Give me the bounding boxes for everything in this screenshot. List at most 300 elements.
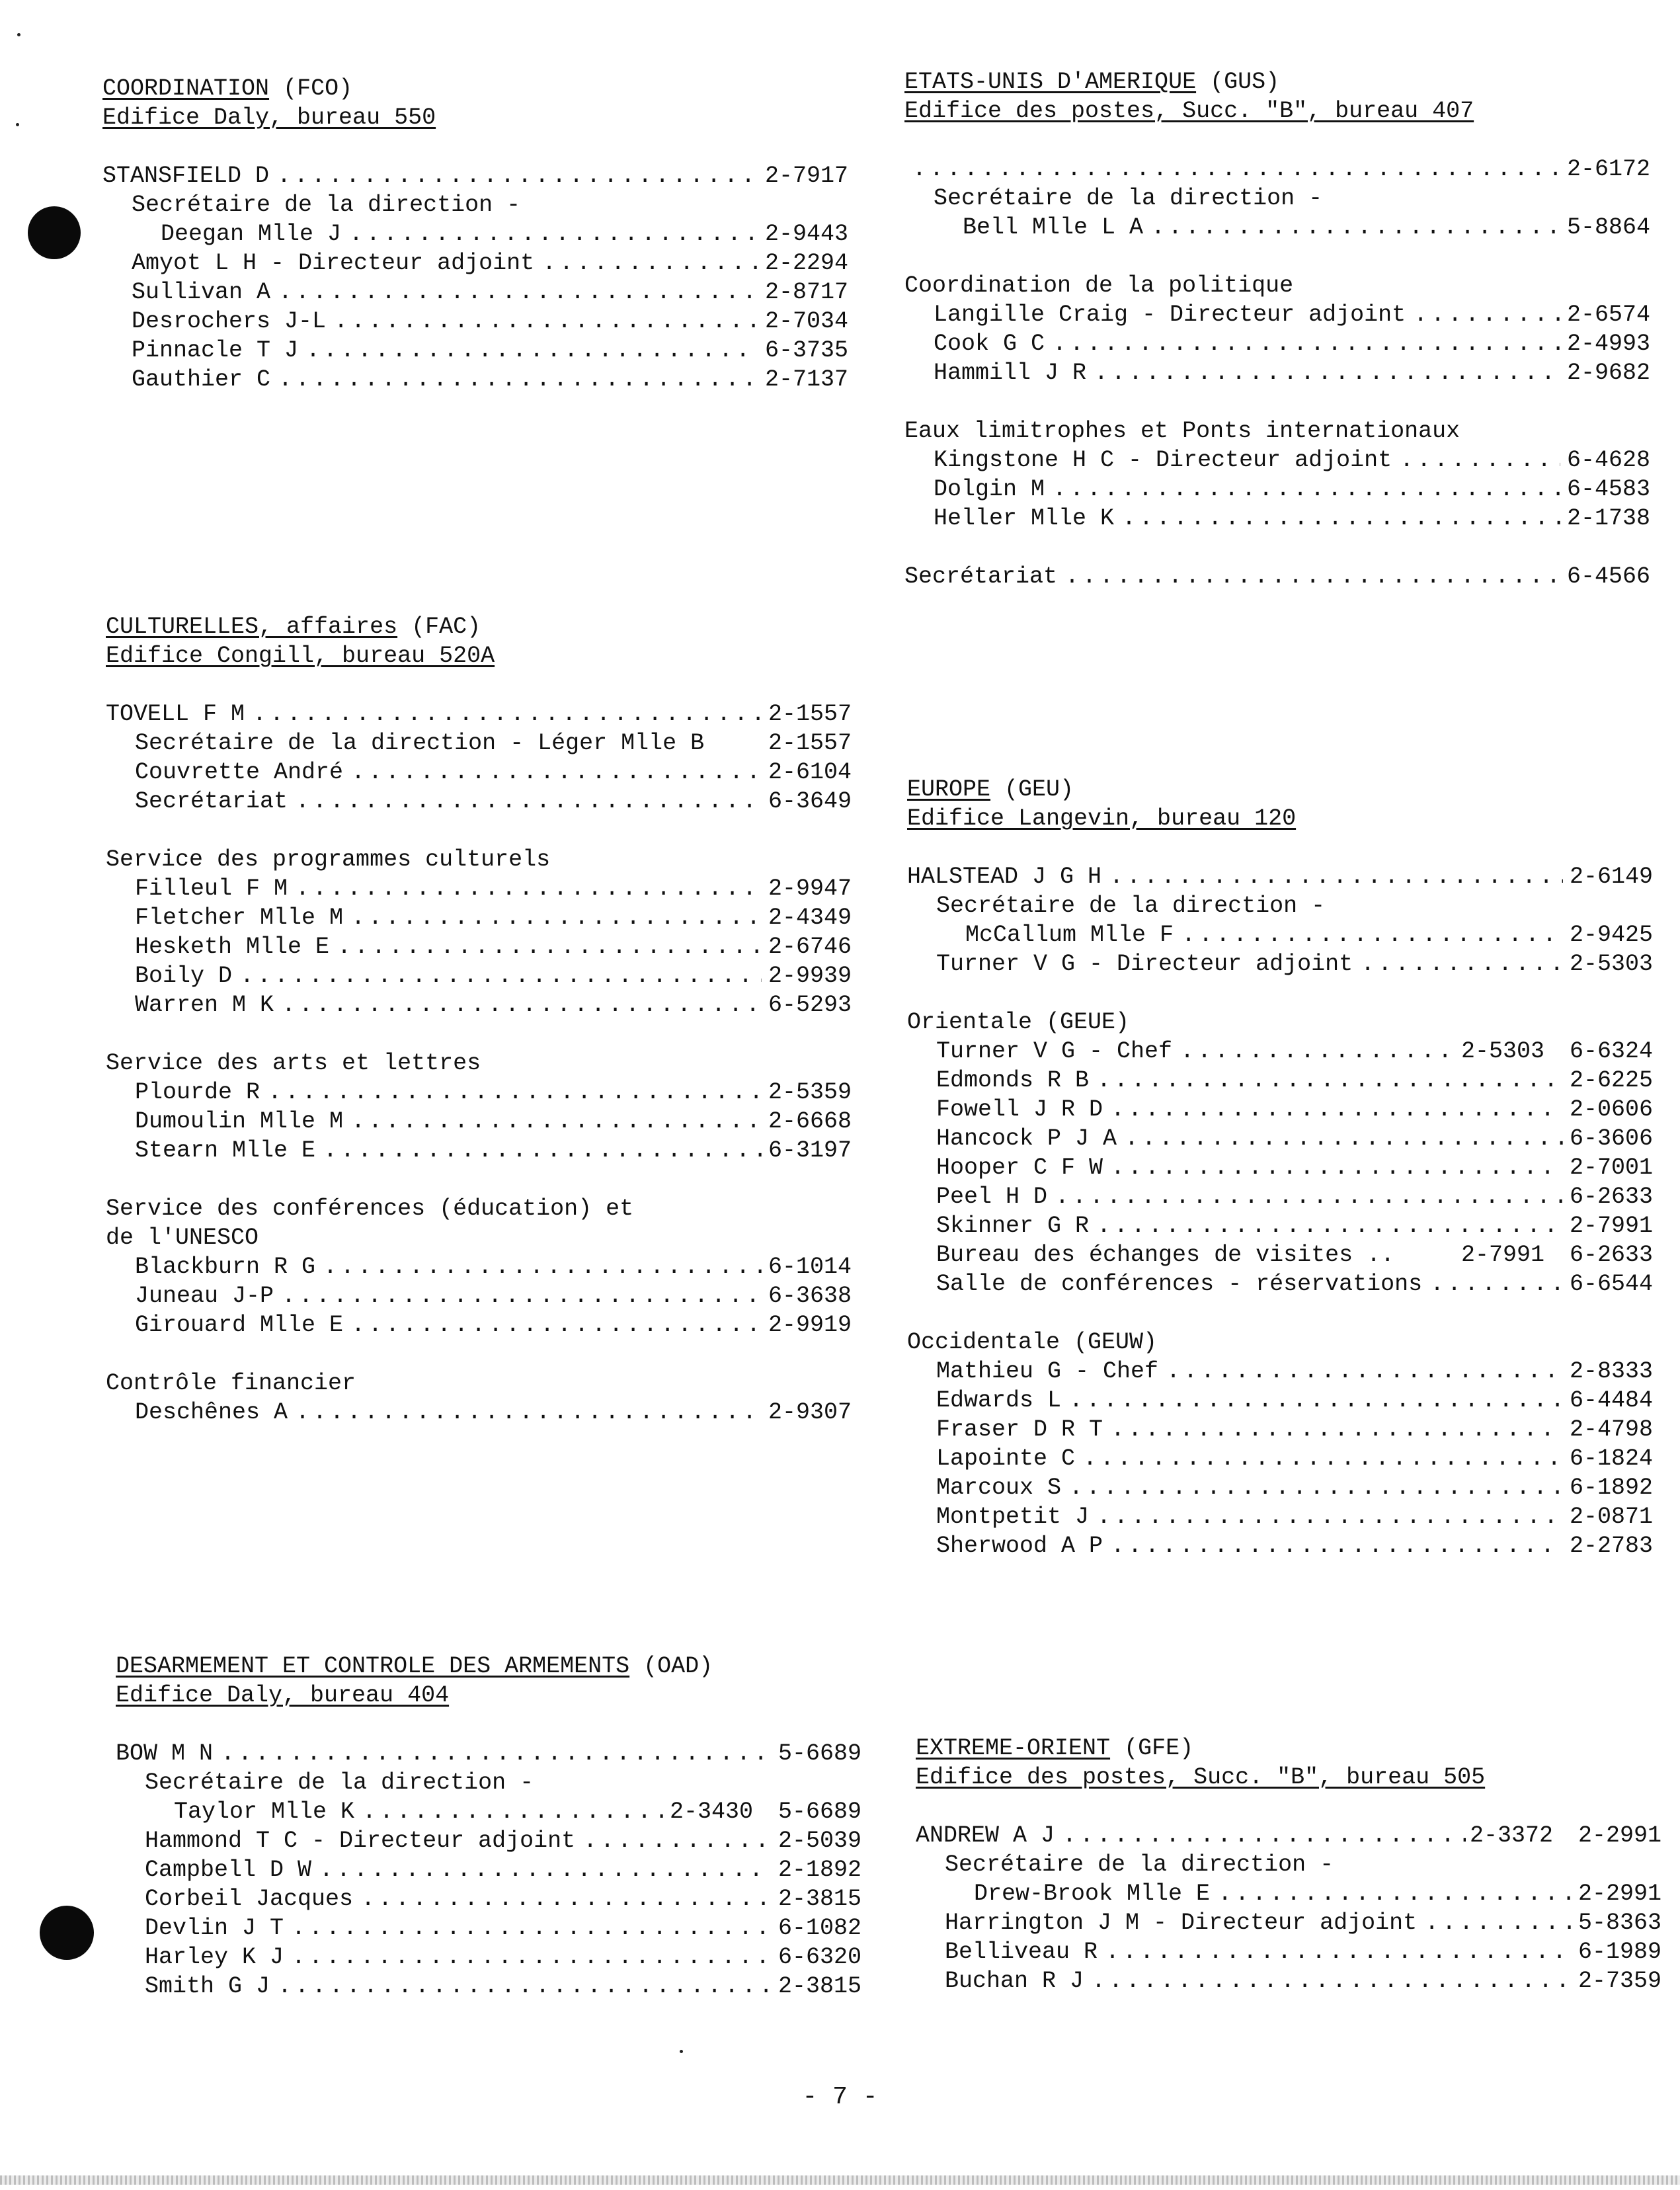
directory-entry [907,950,1653,979]
entry-extension: 2-7991 [1569,1213,1653,1239]
dot-leader [1055,1182,1563,1211]
entry-extension: 6-3735 [764,337,848,364]
dot-leader [583,1826,772,1855]
dot-leader [1218,1879,1572,1908]
dot-leader [1097,1066,1563,1095]
directory-entry [904,504,1650,533]
entry-extension: 6-3197 [768,1137,852,1164]
dot-leader [1430,1270,1563,1299]
entry-extension: 6-1989 [1578,1939,1661,1965]
entry-label: Langille Craig - Directeur adjoint [934,302,1406,328]
dot-leader [351,903,762,932]
section-title-name: EXTREME-ORIENT [916,1735,1111,1762]
directory-entry [102,336,848,365]
spacer [116,1710,861,1739]
directory-entry [907,1037,1653,1066]
entry-label: Dolgin M [934,476,1045,503]
directory-entry [116,1885,861,1914]
dot-leader [268,1078,762,1107]
entry-label: Amyot L H - Directeur adjoint [132,250,535,276]
entry-label: Campbell D W [145,1857,312,1883]
directory-entry [102,161,848,190]
entry-label: Hammond T C - Directeur adjoint [145,1828,576,1854]
dot-leader [351,758,762,787]
section-title [916,1734,1661,1763]
section-address [102,103,848,132]
spacer [102,132,848,161]
entry-extension: 6-5293 [768,992,852,1018]
directory-entry [106,1194,852,1223]
directory-entry [106,700,852,729]
entry-label: Edwards L [936,1387,1062,1414]
directory-entry [907,1270,1653,1299]
entry-label: Turner V G - Chef [936,1038,1173,1065]
entry-extension-secondary: 2-3372 [1469,1822,1553,1849]
spacer [907,833,1653,862]
section-title-name: EUROPE [907,776,991,803]
entry-label: Juneau J-P [135,1283,274,1309]
section-extreme-orient [916,1734,1661,1996]
entry-label: Contrôle financier [106,1370,356,1397]
directory-entry [116,1797,861,1826]
directory-entry [102,365,848,394]
dot-leader [1111,1095,1563,1124]
directory-entry [916,1821,1661,1850]
entry-label: Mathieu G - Chef [936,1358,1159,1385]
entry-label: Fraser D R T [936,1416,1103,1443]
entry-extension: 2-3815 [778,1886,861,1912]
dot-leader [542,249,758,278]
directory-entry [106,1049,852,1078]
dot-leader [1069,1386,1563,1415]
section-address-text: Edifice des postes, Succ. "B", bureau 407 [904,98,1474,124]
entry-label: Occidentale (GEUW) [907,1329,1158,1356]
entry-label: Hancock P J A [936,1125,1117,1152]
spacer [106,670,852,700]
directory-entry [907,891,1653,920]
entry-extension: 6-1082 [778,1915,861,1941]
section-code: (FAC) [411,614,481,640]
dot-leader [334,307,758,336]
entry-label: Stearn Mlle E [135,1137,316,1164]
directory-entry [904,417,1650,446]
entry-label: Pinnacle T J [132,337,299,364]
directory-entry [106,758,852,787]
section-title-name: DESARMEMENT ET CONTROLE DES ARMEMENTS [116,1653,630,1680]
dot-leader [323,1136,762,1165]
dot-leader [277,161,758,190]
entry-extension: 2-8333 [1569,1358,1653,1385]
directory-entry [907,1240,1653,1270]
entry-extension: 2-9682 [1566,360,1650,386]
entry-label: Service des arts et lettres [106,1050,481,1076]
entry-label: BOW M N [116,1740,214,1767]
directory-entry [907,1095,1653,1124]
spacer [904,387,1650,417]
entry-label: Marcoux S [936,1475,1062,1501]
dot-leader [278,1972,772,2001]
dot-leader [1105,1937,1572,1967]
entry-label: Deschênes A [135,1399,288,1426]
directory-entry [904,155,1650,184]
section-address [116,1681,861,1710]
entry-label: Sherwood A P [936,1533,1103,1559]
section-address [106,641,852,670]
dot-leader [1400,446,1560,475]
entry-label: Edmonds R B [936,1067,1090,1094]
entry-extension: 2-2294 [764,250,848,276]
scan-speck [680,2050,683,2053]
directory-entry [907,1473,1653,1502]
entry-extension: 2-1738 [1566,505,1650,532]
directory-entry [116,1943,861,1972]
directory-entry [106,903,852,932]
section-europe [907,775,1653,1561]
dot-leader [253,700,762,729]
entry-extension: 6-2633 [1569,1242,1653,1268]
entry-extension: 2-3815 [778,1973,861,2000]
punch-hole-bottom [40,1906,94,1960]
spacer [106,1020,852,1049]
directory-entry [916,1967,1661,1996]
entry-label: Couvrette André [135,759,344,786]
directory-entry [116,1972,861,2001]
entry-label: ANDREW A J [916,1822,1055,1849]
entry-extension: 2-7359 [1578,1968,1661,1994]
entry-label: Secrétaire de la direction - [132,192,521,218]
dot-leader [323,1252,762,1281]
section-title [116,1652,861,1681]
entry-label: de l'UNESCO [106,1225,259,1251]
entry-extension: 6-1014 [768,1254,852,1280]
section-culturelles [106,612,852,1427]
entry-label: Kingstone H C - Directeur adjoint [934,447,1392,473]
dot-leader [1062,1821,1466,1850]
entry-label: Buchan R J [945,1968,1084,1994]
scan-border [0,2175,1680,2185]
directory-entry [106,1398,852,1427]
dot-leader [1122,504,1560,533]
entry-extension: 2-7917 [764,163,848,189]
entry-label: Fowell J R D [936,1096,1103,1123]
section-title-name: COORDINATION [102,75,270,102]
page-number: - 7 - [802,2083,878,2111]
directory-entry [907,1502,1653,1531]
entry-label: Service des programmes culturels [106,846,551,873]
directory-entry [102,307,848,336]
directory-entry [106,961,852,991]
entry-extension: 2-4349 [768,905,852,931]
entry-label: Coordination de la politique [904,272,1294,299]
entry-label: Boily D [135,963,233,989]
entry-extension: 6-1824 [1569,1445,1653,1472]
entry-label: Skinner G R [936,1213,1090,1239]
entry-extension: 6-4566 [1566,563,1650,590]
directory-entry [106,1078,852,1107]
directory-entry [904,358,1650,387]
entry-label: Hesketh Mlle E [135,934,330,960]
entry-extension: 2-2783 [1569,1533,1653,1559]
directory-entry [116,1914,861,1943]
entry-extension-secondary: 2-3430 [669,1799,753,1825]
dot-leader [1166,1357,1563,1386]
dot-leader [1097,1502,1563,1531]
dot-leader [1111,1153,1563,1182]
entry-extension-secondary: 2-7991 [1460,1242,1544,1268]
entry-label: Bureau des échanges de visites .. [936,1242,1395,1268]
directory-entry [106,845,852,874]
entry-extension: 2-6574 [1566,302,1650,328]
directory-entry [907,1415,1653,1444]
entry-extension: 2-6104 [768,759,852,786]
dot-leader [1125,1124,1563,1153]
entry-extension: 5-6689 [778,1740,861,1767]
entry-label: STANSFIELD D [102,163,270,189]
entry-label: Secrétariat [135,788,288,815]
spacer [106,1165,852,1194]
dot-leader [1414,300,1560,329]
entry-label: Fletcher Mlle M [135,905,344,931]
scan-speck [17,33,20,36]
entry-extension: 2-5303 [1569,951,1653,977]
directory-entry [116,1768,861,1797]
section-coordination [102,74,848,394]
spacer [907,979,1653,1008]
entry-extension: 2-9939 [768,963,852,989]
directory-entry [116,1855,861,1885]
entry-extension: 5-6689 [778,1799,861,1825]
entry-label: Hammill J R [934,360,1087,386]
dot-leader [278,278,758,307]
section-address [907,804,1653,833]
entry-extension: 2-9947 [768,875,852,902]
section-desarmement [116,1652,861,2001]
directory-entry [106,729,852,758]
dot-leader [296,874,762,903]
entry-label: Secrétaire de la direction - [936,893,1326,919]
dot-leader [1097,1211,1563,1240]
dot-leader [292,1914,772,1943]
section-code: (GFE) [1124,1735,1194,1762]
entry-extension: 2-1557 [768,701,852,727]
dot-leader [351,1311,762,1340]
entry-label: Service des conférences (éducation) et [106,1196,634,1222]
entry-extension: 2-4798 [1569,1416,1653,1443]
entry-extension: 6-4583 [1566,476,1650,503]
directory-entry [904,184,1650,213]
dot-leader [1151,213,1560,242]
entry-label: Montpetit J [936,1504,1090,1530]
dot-leader [1053,329,1560,358]
dot-leader [1181,920,1563,950]
entry-label: TOVELL F M [106,701,245,727]
dot-leader [1094,358,1560,387]
entry-extension: 2-4993 [1566,331,1650,357]
section-title-name: CULTURELLES, affaires [106,614,398,640]
dot-leader [1092,1967,1572,1996]
directory-entry [916,1937,1661,1967]
dot-leader [349,220,758,249]
section-code: (OAD) [643,1653,713,1680]
section-address-text: Edifice Daly, bureau 550 [102,104,436,131]
section-title-name: ETATS-UNIS D'AMERIQUE [904,69,1197,95]
dot-leader [292,1943,772,1972]
entry-extension: 2-2991 [1578,1822,1661,1849]
entry-extension: 5-8363 [1578,1910,1661,1936]
directory-entry [904,446,1650,475]
entry-label: Blackburn R G [135,1254,316,1280]
entry-label: Peel H D [936,1184,1048,1210]
entry-extension: 2-9919 [768,1312,852,1338]
entry-label: Lapointe C [936,1445,1076,1472]
scan-speck [16,123,19,126]
entry-extension: 2-5359 [768,1079,852,1106]
directory-entry [907,1531,1653,1561]
entry-extension: 2-7137 [764,366,848,393]
entry-label: Belliveau R [945,1939,1098,1965]
dot-leader [362,1797,666,1826]
dot-leader [1053,475,1560,504]
dot-leader [351,1107,762,1136]
entry-label: Orientale (GEUE) [907,1009,1130,1035]
dot-leader [296,787,762,816]
entry-label: Harley K J [145,1944,284,1970]
dot-leader [337,932,762,961]
spacer [904,533,1650,562]
section-address-text: Edifice des postes, Succ. "B", bureau 505 [916,1764,1486,1791]
directory-entry [106,787,852,816]
section-title [106,612,852,641]
section-address [916,1763,1661,1792]
section-address-text: Edifice Daly, bureau 404 [116,1682,450,1709]
spacer [904,242,1650,271]
directory-entry [907,920,1653,950]
section-title [904,67,1650,97]
directory-entry [116,1826,861,1855]
dot-leader [282,1281,762,1311]
directory-entry [102,249,848,278]
entry-label: Desrochers J-L [132,308,327,335]
dot-leader [319,1855,772,1885]
entry-label: Drew-Brook Mlle E [974,1881,1211,1907]
section-code: (GUS) [1210,69,1280,95]
entry-label: Secrétaire de la direction - [934,185,1323,212]
punch-hole-top [28,206,81,259]
entry-label: HALSTEAD J G H [907,864,1102,890]
spacer [916,1792,1661,1821]
directory-entry [106,1369,852,1398]
entry-label: Secrétaire de la direction - [945,1851,1334,1878]
spacer [907,1299,1653,1328]
spacer [106,816,852,845]
directory-entry [916,1908,1661,1937]
entry-extension: 2-1892 [778,1857,861,1883]
directory-entry [106,1252,852,1281]
entry-extension: 2-9443 [764,221,848,247]
entry-label: Secrétaire de la direction - [145,1769,534,1796]
entry-extension: 2-9425 [1569,922,1653,948]
directory-entry [907,1444,1653,1473]
dot-leader [361,1885,772,1914]
entry-label: Plourde R [135,1079,260,1106]
entry-extension: 6-4628 [1566,447,1650,473]
directory-entry [907,1008,1653,1037]
entry-extension: 6-6320 [778,1944,861,1970]
entry-extension: 6-6324 [1569,1038,1653,1065]
entry-label: Salle de conférences - réservations [936,1271,1423,1297]
entry-label: McCallum Mlle F [965,922,1174,948]
entry-label: Harrington J M - Directeur adjoint [945,1910,1418,1936]
dot-leader [1109,862,1563,891]
entry-label: Smith G J [145,1973,270,2000]
dot-leader [296,1398,762,1427]
entry-label: Secrétaire de la direction - Léger Mlle B [135,730,705,756]
directory-entry [106,1107,852,1136]
entry-extension: 6-6544 [1569,1271,1653,1297]
directory-entry [904,475,1650,504]
dot-leader [282,991,762,1020]
section-title [102,74,848,103]
entry-label: Secrétariat [904,563,1058,590]
section-code: (GEU) [1004,776,1074,803]
directory-entry [106,932,852,961]
directory-entry [904,271,1650,300]
entry-label: Taylor Mlle K [174,1799,355,1825]
directory-entry [106,1136,852,1165]
entry-label: Cook G C [934,331,1045,357]
entry-extension: 2-6746 [768,934,852,960]
entry-extension: 6-1892 [1569,1475,1653,1501]
entry-extension: 2-9307 [768,1399,852,1426]
dot-leader [240,961,762,991]
directory-entry [907,1182,1653,1211]
directory-entry [907,1328,1653,1357]
directory-entry [116,1739,861,1768]
directory-entry [102,278,848,307]
entry-extension: 5-8864 [1566,214,1650,241]
spacer [904,126,1650,155]
dot-leader [1180,1037,1457,1066]
entry-label: Warren M K [135,992,274,1018]
entry-extension: 2-0606 [1569,1096,1653,1123]
dot-leader [306,336,758,365]
entry-extension-secondary: 2-5303 [1460,1038,1544,1065]
dot-leader [278,365,758,394]
entry-extension: 6-3606 [1569,1125,1653,1152]
directory-entry [907,1066,1653,1095]
section-code: (FCO) [283,75,353,102]
entry-label: Corbeil Jacques [145,1886,354,1912]
directory-entry [102,220,848,249]
entry-label: Gauthier C [132,366,271,393]
directory-entry [904,562,1650,591]
entry-extension: 2-6668 [768,1108,852,1135]
entry-label: Devlin J T [145,1915,284,1941]
dot-leader [1425,1908,1572,1937]
entry-label: Hooper C F W [936,1155,1103,1181]
dot-leader [1361,950,1563,979]
entry-label: Sullivan A [132,279,271,305]
entry-extension: 2-5039 [778,1828,861,1854]
section-address-text: Edifice Congill, bureau 520A [106,643,495,669]
directory-entry [106,1281,852,1311]
directory-entry [916,1879,1661,1908]
entry-extension: 6-2633 [1569,1184,1653,1210]
section-title [907,775,1653,804]
directory-entry [106,874,852,903]
entry-extension: 2-7034 [764,308,848,335]
directory-entry [907,1153,1653,1182]
